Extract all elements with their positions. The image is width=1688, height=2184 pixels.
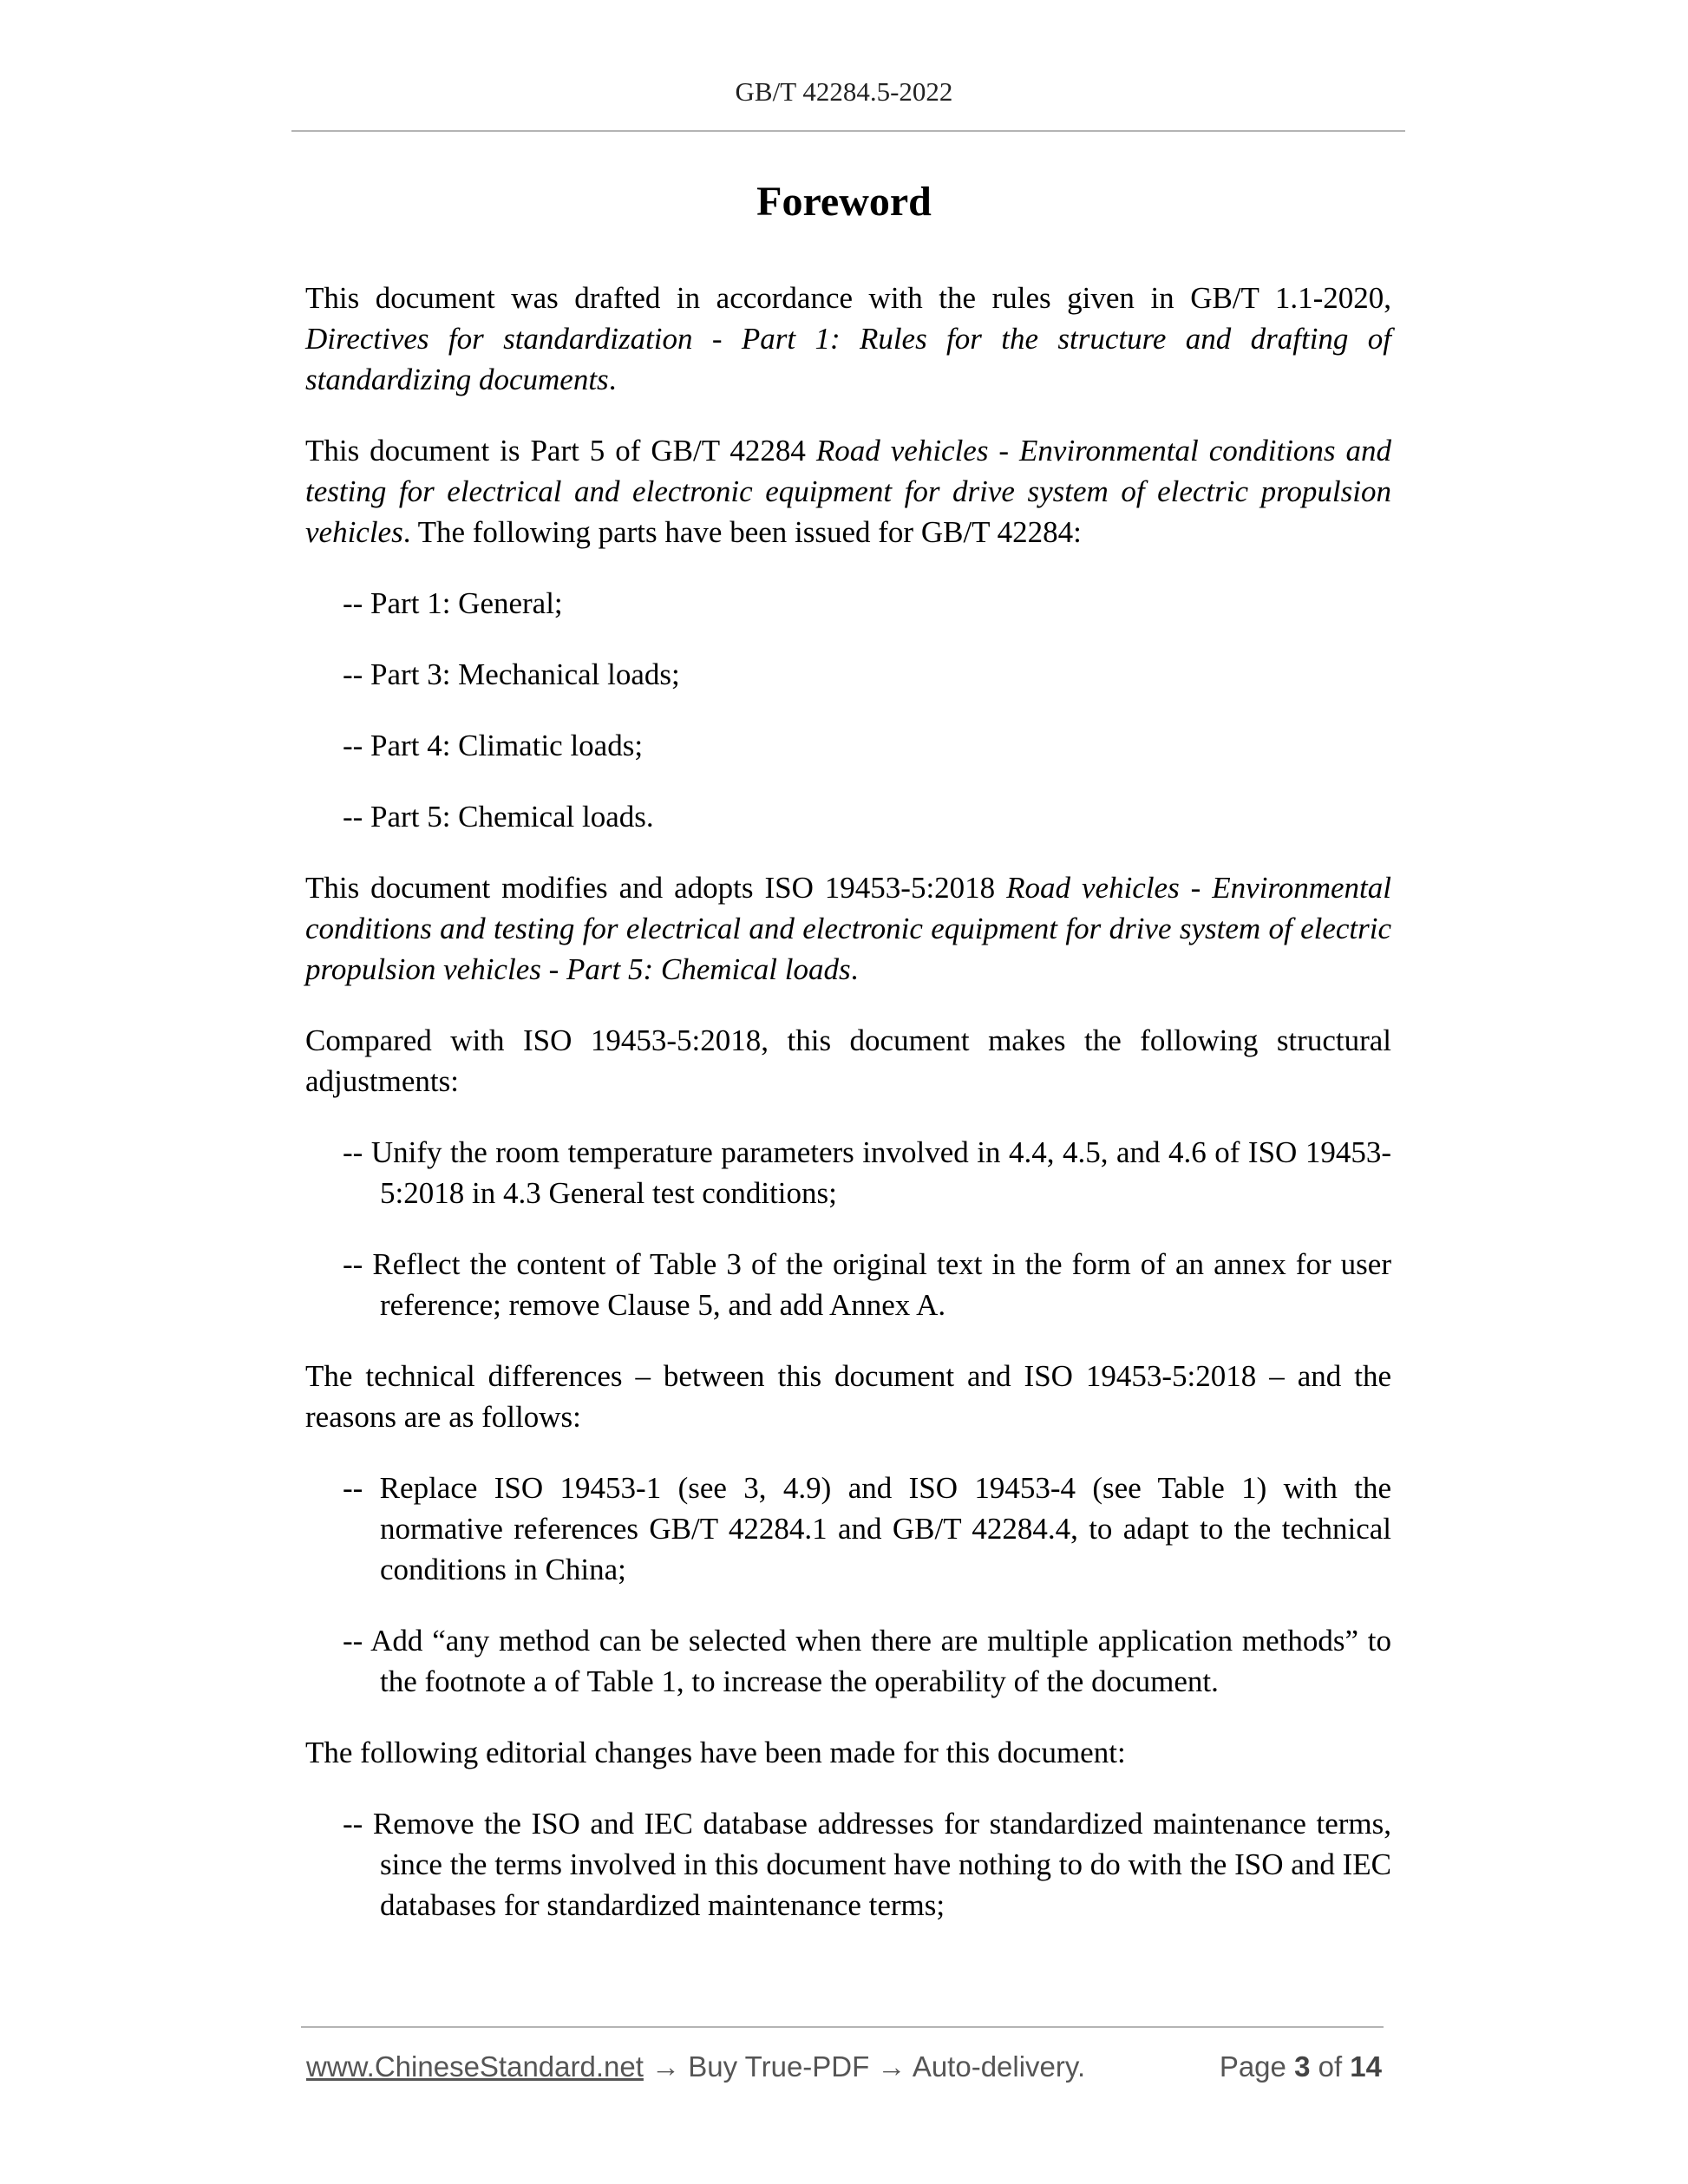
list-item: -- Unify the room temperature parameters involved in 4.4, 4.5, and 4.6 of ISO 19453-5:2018 in 4.3 General test conditions; [343,1135,1391,1210]
list-item: -- Part 5: Chemical loads. [343,800,654,834]
header-divider [291,130,1405,132]
page-footer [306,2050,1382,2083]
list-item: -- Replace ISO 19453-1 (see 3, 4.9) and ISO 19453-4 (see Table 1) with the normative references GB/T 42284.1 and GB/T 42284.4, to adapt to the technical conditions in China; [343,1471,1391,1586]
paragraph-text: This document modifies and adopts ISO 19453-5:2018 [305,871,1007,905]
list-item: -- Remove the ISO and IEC database addresses for standardized maintenance terms, since the terms involved in this document have nothing to do with the ISO and IEC databases for standardized maintenance terms; [343,1807,1391,1922]
footer-divider [301,2026,1384,2028]
list-item: -- Part 4: Climatic loads; [343,729,644,762]
footer-tagline: → Buy True-PDF → Auto-delivery. [643,2050,1086,2083]
paragraph-text: This document was drafted in accordance with the rules given in GB/T 1.1-2020, [305,281,1391,315]
website-link[interactable]: www.ChineseStandard.net [306,2050,644,2083]
page-of: of [1310,2050,1351,2083]
current-page: 3 [1294,2050,1311,2083]
paragraph-adoption [305,867,1391,990]
list-item: -- Part 1: General; [343,586,563,620]
list-item: -- Part 3: Mechanical loads; [343,657,680,691]
paragraph-structural: Compared with ISO 19453-5:2018, this document makes the following structural adjustments: [305,1023,1391,1098]
page-label: Page [1219,2050,1295,2083]
list-item: -- Reflect the content of Table 3 of the original text in the form of an annex for user reference; remove Clause 5, and add Annex A. [343,1247,1391,1322]
document-header: GB/T 42284.5-2022 [735,76,953,107]
document-title-italic: Road vehicles - Environmental conditions and testing for electrical and electronic equipment for drive system of electric propulsion vehicles - Part 5: Chemical loads [305,871,1391,986]
paragraph-drafting [305,278,1391,400]
page-title: Foreword [756,179,932,225]
document-title-italic: Directives for standardization - Part 1: Rules for the structure and drafting of standardizing documents [305,322,1391,396]
document-title-italic: Road vehicles - Environmental conditions and testing for electrical and electronic equipment for drive system of electric propulsion vehicles [305,434,1391,549]
paragraph-technical: The technical differences – between this document and ISO 19453-5:2018 – and the reasons are as follows: [305,1359,1391,1434]
paragraph-text: . The following parts have been issued for GB/T 42284: [402,515,1082,549]
paragraph-editorial: The following editorial changes have been made for this document: [305,1736,1126,1769]
paragraph-text: . [850,952,859,986]
paragraph-text: This document is Part 5 of GB/T 42284 [305,434,816,468]
list-item: -- Add “any method can be selected when there are multiple application methods” to the footnote a of Table 1, to increase the operability of the document. [343,1624,1391,1698]
paragraph-part [305,430,1391,553]
page-number [1220,2050,1382,2083]
total-pages: 14 [1350,2050,1382,2083]
document-body [305,278,1391,1956]
paragraph-text: . [608,363,617,396]
